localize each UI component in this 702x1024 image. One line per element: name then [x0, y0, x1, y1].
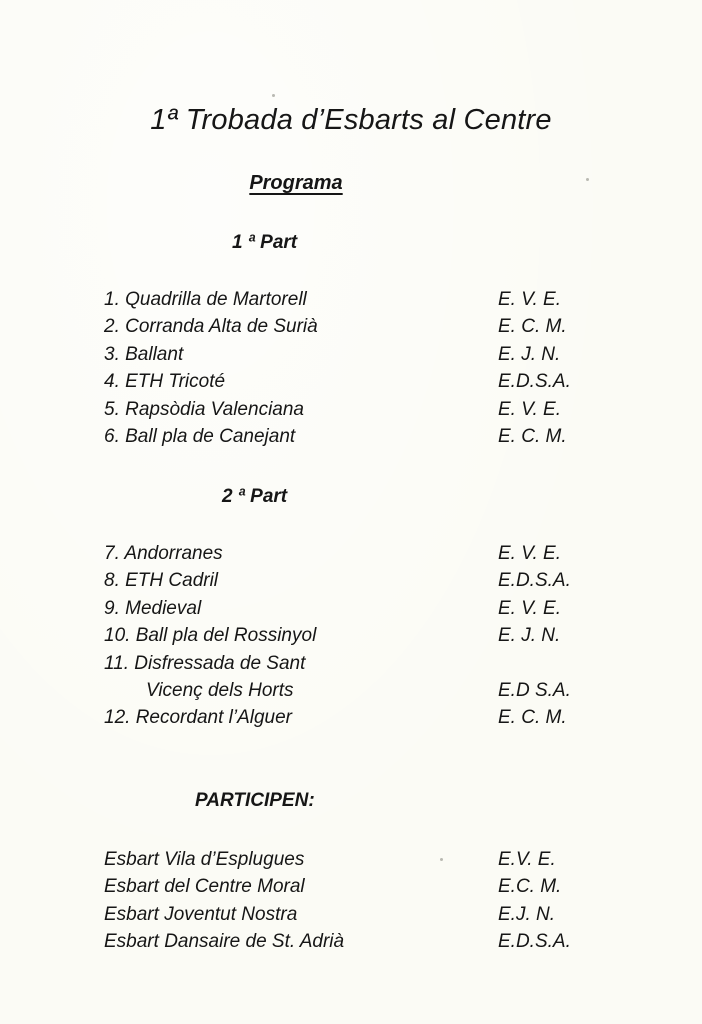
paper-speck	[440, 858, 443, 861]
participant-name: Esbart Joventut Nostra	[104, 903, 298, 925]
item-code: E. V. E.	[498, 543, 562, 564]
participant-code: E.D.S.A.	[498, 931, 571, 953]
item-name: 6. Ball pla de Canejant	[104, 425, 296, 447]
item-code: E. C. M.	[498, 316, 567, 338]
list-item	[104, 704, 624, 731]
item-name: 11. Disfressada de Sant	[104, 652, 306, 674]
item-code: E. J. N.	[498, 343, 561, 365]
participants-heading: PARTICIPEN:	[195, 790, 315, 811]
item-code: E.D S.A.	[498, 679, 571, 701]
part-2-heading: 2 ª Part	[222, 486, 288, 507]
item-name: Vicenç dels Horts	[146, 679, 294, 701]
participant-code: E.V. E.	[498, 849, 556, 870]
participant-code: E.C. M.	[498, 876, 562, 898]
item-code: E. V. E.	[498, 289, 562, 310]
item-name: 3. Ballant	[104, 343, 184, 365]
item-name: 8. ETH Cadril	[104, 570, 219, 592]
list-item	[104, 846, 624, 873]
program-heading: Programa	[249, 172, 343, 194]
part-1-heading: 1 ª Part	[232, 232, 298, 253]
list-item	[104, 286, 624, 313]
list-item	[104, 595, 624, 622]
list-item	[104, 368, 624, 395]
part-2-list	[104, 540, 624, 732]
list-item	[104, 901, 624, 928]
item-code: E. C. M.	[498, 707, 567, 729]
list-item	[104, 650, 624, 677]
item-code: E.D.S.A.	[498, 570, 571, 592]
participant-name: Esbart Vila d’Esplugues	[104, 849, 305, 870]
participant-code: E.J. N.	[498, 903, 556, 925]
item-code: E.D.S.A.	[498, 371, 571, 393]
list-item	[104, 313, 624, 340]
participants-list	[104, 846, 624, 956]
list-item	[104, 540, 624, 567]
list-item	[104, 677, 624, 704]
item-code: E. V. E.	[498, 398, 562, 420]
item-name: 1. Quadrilla de Martorell	[104, 289, 307, 310]
list-item	[104, 622, 624, 649]
list-item	[104, 567, 624, 594]
item-name: 9. Medieval	[104, 597, 202, 619]
list-item	[104, 423, 624, 450]
paper-speck	[272, 94, 275, 97]
item-name: 5. Rapsòdia Valenciana	[104, 398, 304, 420]
list-item	[104, 928, 624, 955]
item-name: 7. Andorranes	[104, 543, 223, 564]
participant-name: Esbart del Centre Moral	[104, 876, 305, 898]
paper-speck	[586, 178, 589, 181]
part-1-list	[104, 286, 624, 450]
item-code: E. V. E.	[498, 597, 562, 619]
document-title: 1ª Trobada d’Esbarts al Centre	[150, 104, 552, 136]
item-name: 4. ETH Tricoté	[104, 371, 226, 393]
item-name: 12. Recordant l’Alguer	[104, 707, 292, 729]
list-item	[104, 873, 624, 900]
list-item	[104, 341, 624, 368]
item-code: E. J. N.	[498, 625, 561, 647]
item-code: E. C. M.	[498, 425, 567, 447]
participant-name: Esbart Dansaire de St. Adrià	[104, 931, 345, 953]
item-name: 10. Ball pla del Rossinyol	[104, 625, 317, 647]
list-item	[104, 396, 624, 423]
item-name: 2. Corranda Alta de Surià	[104, 316, 318, 338]
